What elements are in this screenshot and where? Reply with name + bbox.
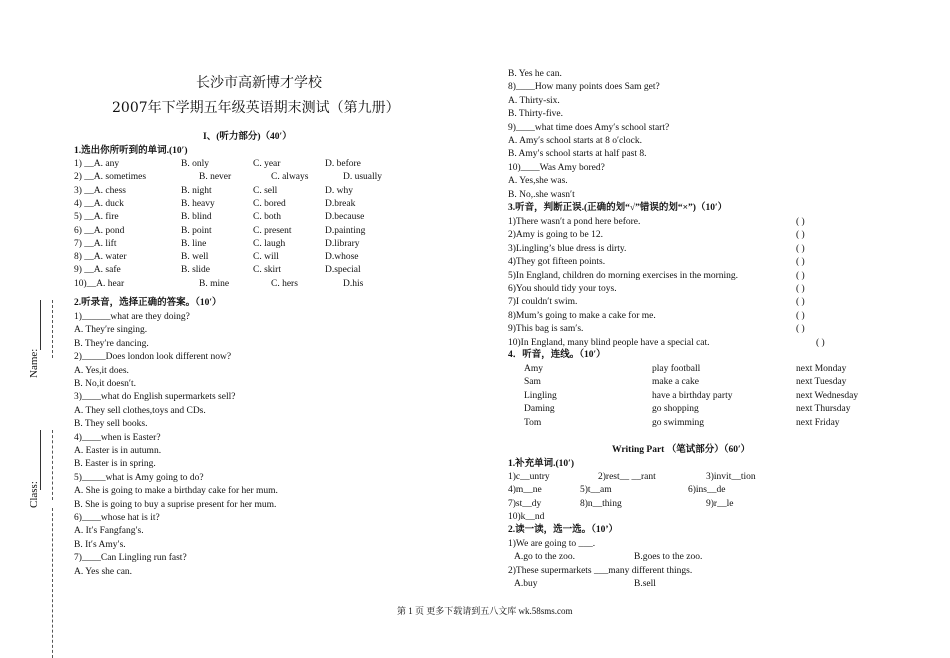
match-time: next Wednesday [796, 390, 859, 401]
writing2-title: 2.读一读，选一选。（10’） [508, 525, 619, 535]
section1-option: D.library [325, 238, 360, 249]
page-footer: 第 1 页 更多下载请到五八文库 wk.58sms.com [397, 606, 573, 616]
match-person: Daming [524, 404, 555, 415]
section1-option: C. both [253, 212, 281, 223]
fill-word: 9)r__le [706, 498, 734, 509]
section1-option: B. only [181, 159, 209, 169]
writing2-q2-option-b: B.sell [634, 579, 656, 589]
writing1-title: 1.补充单词.(10′) [508, 459, 574, 469]
writing2-q1: 1)We are going to ___. [508, 539, 596, 549]
writing2-q1-option-a: A.go to the zoo. [514, 552, 575, 562]
judge-item: 3)Lingling’s blue dress is dirty. [508, 243, 627, 254]
section2-line: A. She is going to make a birthday cake for her mum. [74, 486, 278, 497]
section1-option: 1) __A. any [74, 159, 120, 169]
section1-option: B. mine [199, 278, 230, 289]
section1-option: D. why [325, 185, 353, 196]
fill-word: 4)m__ne [508, 485, 542, 496]
fill-word: 5)t__am [580, 485, 612, 496]
section2-line: 3)____what do English supermarkets sell? [74, 392, 236, 403]
judge-bracket: ( ) [816, 337, 825, 348]
binding-line-top [52, 300, 53, 358]
section1-option: C. skirt [253, 265, 281, 276]
section1-option: 9) __A. safe [74, 265, 121, 276]
section2-line: A. They sell clothes,toys and CDs. [74, 405, 206, 416]
match-activity: have a birthday party [652, 390, 733, 401]
section1-option: 10)__A. hear [74, 278, 125, 289]
judge-bracket: ( ) [796, 257, 805, 268]
judge-item: 9)This bag is sam′s. [508, 324, 584, 335]
section1-option: B. well [181, 252, 209, 263]
name-underline [40, 300, 41, 350]
name-label: Name: [28, 348, 40, 378]
binding-line-middle [52, 430, 53, 500]
section2-line: A. Easter is in autumn. [74, 446, 162, 456]
section1-option: 5) __A. fire [74, 212, 119, 223]
fill-word: 2)rest__ __rant [598, 472, 656, 482]
fill-word: 1)c__untry [508, 472, 550, 482]
section1-option: B. never [199, 172, 232, 183]
judge-item: 10)In England, many blind people have a special cat. [508, 337, 710, 348]
section2-line: B. It′s Amy′s. [74, 539, 126, 550]
judge-bracket: ( ) [796, 324, 805, 335]
section1-option: 2) __A. sometimes [74, 172, 147, 183]
section1-option: 8) __A. water [74, 252, 127, 263]
section1-option: D.because [325, 212, 365, 223]
section2-line: A. Yes she can. [74, 566, 133, 577]
section1-option: D. usually [343, 172, 383, 183]
school-title: 长沙市高新博才学校 [196, 75, 322, 91]
match-person: Sam [524, 377, 541, 388]
section2-line: B. Easter is in spring. [74, 459, 156, 470]
section1-option: 4) __A. duck [74, 198, 124, 209]
section2-line: A. Yes,she was. [508, 176, 568, 187]
section1-option: D.break [325, 198, 356, 209]
judge-bracket: ( ) [796, 284, 805, 294]
section2-line: 9)____what time does Amy′s school start? [508, 122, 670, 133]
listening-title: I、(听力部分)（40′） [203, 132, 292, 142]
section2-line: B. Thirty-five. [508, 109, 563, 120]
section1-option: C. will [253, 252, 279, 263]
fill-word: 6)ins__de [688, 485, 726, 496]
fill-word: 7)st__dy [508, 498, 542, 509]
section2-line: 6)____whose hat is it? [74, 513, 160, 523]
section1-title: 1.选出你所听到的单词.(10′) [74, 146, 188, 156]
section1-option: D.painting [325, 225, 366, 236]
section2-line: 1)______what are they doing? [74, 312, 190, 322]
section3-title: 3.听音，判断正误.(正确的划“√”错误的划“×”)（10′） [508, 203, 728, 213]
match-time: next Thursday [796, 404, 851, 415]
match-activity: play football [652, 364, 701, 374]
section1-option: C. year [253, 159, 281, 169]
section2-line: B. They′re dancing. [74, 338, 149, 349]
section1-option: C. laugh [253, 238, 286, 249]
section1-option: C. bored [253, 198, 286, 209]
match-person: Tom [524, 417, 542, 428]
section1-option: 7) __A. lift [74, 238, 117, 249]
section1-option: C. sell [253, 185, 278, 196]
fill-word: 10)k__nd [508, 512, 545, 523]
section2-line: B. She is going to buy a suprise present for her mum. [74, 499, 277, 510]
section1-option: B. blind [181, 212, 212, 223]
writing2-q2: 2)These supermarkets ___many different things. [508, 566, 693, 576]
section2-line: 7)____Can Lingling run fast? [74, 553, 187, 564]
writing-title: Writing Part （笔试部分）（60′） [612, 445, 751, 455]
exam-title: 2007年下学期五年级英语期末测试（第九册） [112, 100, 400, 116]
judge-item: 4)They got fifteen points. [508, 257, 606, 268]
judge-bracket: ( ) [796, 217, 805, 227]
section2-line: A. Thirty-six. [508, 95, 560, 106]
section2-line: 4)____when is Easter? [74, 432, 161, 443]
section2-line: A. They′re singing. [74, 325, 148, 336]
match-person: Amy [524, 364, 543, 374]
binding-line-bottom [52, 508, 53, 658]
section2-line: B. Amy′s school starts at half past 8. [508, 149, 647, 160]
judge-item: 1)There wasn′t a pond here before. [508, 217, 641, 227]
judge-item: 8)Mum’s going to make a cake for me. [508, 310, 656, 321]
judge-item: 7)I couldn′t swim. [508, 297, 578, 308]
match-activity: make a cake [652, 377, 699, 388]
section1-option: D.whose [325, 252, 359, 263]
section2-line: A. Amy′s school starts at 8 o′clock. [508, 136, 642, 146]
section4-title: 4．听音，连线。（10′） [508, 350, 606, 360]
class-label: Class: [28, 481, 40, 508]
section1-option: C. hers [271, 278, 298, 289]
judge-bracket: ( ) [796, 230, 805, 241]
judge-bracket: ( ) [796, 270, 805, 281]
section2-line: 8)____How many points does Sam get? [508, 82, 660, 93]
judge-bracket: ( ) [796, 297, 805, 308]
match-person: Lingling [524, 390, 557, 401]
match-time: next Monday [796, 364, 847, 374]
judge-item: 2)Amy is going to be 12. [508, 230, 603, 241]
section2-line: A. Yes,it does. [74, 365, 129, 376]
section1-option: B. slide [181, 265, 211, 276]
section1-option: B. night [181, 185, 212, 196]
section2-line: B. No,.she wasn′t [508, 189, 575, 200]
section2-line: 10)____Was Amy bored? [508, 162, 605, 173]
section2-line: A. It′s Fangfang′s. [74, 526, 144, 537]
section1-option: 6) __A. pond [74, 225, 125, 236]
class-underline [40, 430, 41, 490]
fill-word: 3)invit__tion [706, 472, 756, 482]
section1-option: D. before [325, 159, 361, 169]
match-time: next Tuesday [796, 377, 847, 388]
section2-line: B. They sell books. [74, 419, 148, 430]
match-activity: go swimming [652, 417, 704, 428]
section2-line: B. Yes he can. [508, 69, 562, 79]
section2-line: 5)_____what is Amy going to do? [74, 472, 204, 483]
section2-title: 2.听录音，选择正确的答案。（10′） [74, 298, 222, 308]
match-time: next Friday [796, 417, 840, 428]
section1-option: C. always [271, 172, 309, 183]
writing2-q2-option-a: A.buy [514, 579, 538, 589]
section2-line: B. No,it doesn′t. [74, 379, 136, 389]
judge-bracket: ( ) [796, 243, 805, 254]
judge-item: 5)In England, children do morning exercises in the morning. [508, 270, 739, 281]
section1-option: B. heavy [181, 198, 215, 209]
section1-option: C. present [253, 225, 292, 236]
section1-option: D.special [325, 265, 361, 276]
match-activity: go shopping [652, 404, 699, 415]
section1-option: 3) __A. chess [74, 185, 126, 196]
judge-item: 6)You should tidy your toys. [508, 284, 617, 294]
fill-word: 8)n__thing [580, 498, 622, 509]
writing2-q1-option-b: B.goes to the zoo. [634, 552, 703, 562]
section1-option: D.his [343, 278, 364, 289]
section1-option: B. point [181, 225, 212, 236]
section1-option: B. line [181, 238, 207, 249]
section2-line: 2)_____Does london look different now? [74, 352, 232, 363]
judge-bracket: ( ) [796, 310, 805, 321]
